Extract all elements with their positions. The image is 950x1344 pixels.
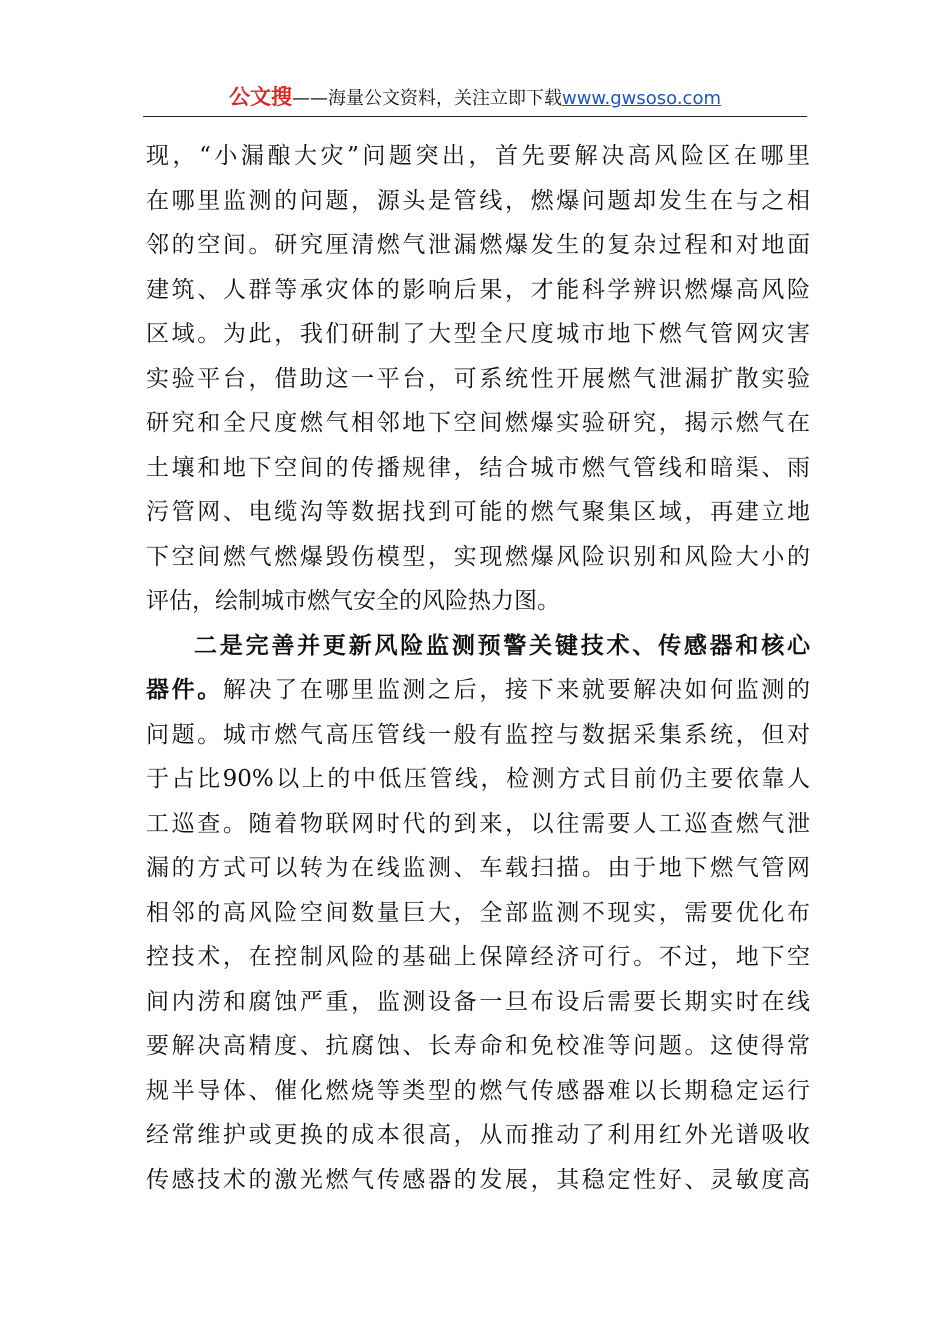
site-link[interactable]: www.gwsoso.com (561, 88, 721, 109)
page-header (143, 80, 807, 117)
text-line: 于占比90%以上的中低压管线，检测方式目前仍主要依靠人 (146, 766, 810, 792)
text-line: 经常维护或更换的成本很高，从而推动了利用红外光谱吸收 (146, 1122, 810, 1148)
paragraph-heading-end: 器件。 (146, 676, 223, 703)
text-line: 研究和全尺度燃气相邻地下空间燃爆实验研究，揭示燃气在 (146, 410, 810, 436)
text-span: 解决了在哪里监测之后，接下来就要解决如何监测的 (222, 677, 810, 703)
text-line: 控技术，在控制风险的基础上保障经济可行。不过，地下空 (146, 944, 810, 970)
text-line (146, 668, 810, 713)
text-line: 评估，绘制城市燃气安全的风险热力图。 (146, 588, 560, 614)
paragraph-heading: 二是完善并更新风险监测预警关键技术、传感器和核心 (194, 631, 810, 659)
text-line: 土壤和地下空间的传播规律，结合城市燃气管线和暗渠、雨 (146, 454, 810, 481)
text-line: 规半导体、催化燃烧等类型的燃气传感器难以长期稳定运行 (146, 1077, 810, 1104)
text-line: 污管网、电缆沟等数据找到可能的燃气聚集区域，再建立地 (146, 499, 810, 525)
text-line: 建筑、人群等承灾体的影响后果，才能科学辨识燃爆高风险 (146, 276, 810, 303)
brand-logo-text: 公文搜 (228, 85, 292, 109)
text-line: 下空间燃气燃爆毁伤模型，实现燃爆风险识别和风险大小的 (146, 543, 810, 570)
text-line: 要解决高精度、抗腐蚀、长寿命和免校准等问题。这使得常 (146, 1033, 810, 1059)
header-tagline: ——海量公文资料，关注立即下载 (291, 88, 562, 109)
text-line: 问题。城市燃气高压管线一般有监控与数据采集系统，但对 (146, 721, 810, 748)
text-line: 漏的方式可以转为在线监测、车载扫描。由于地下燃气管网 (146, 855, 810, 881)
text-line: 区域。为此，我们研制了大型全尺度城市地下燃气管网灾害 (146, 321, 810, 347)
text-line: 在哪里监测的问题，源头是管线，燃爆问题却发生在与之相 (146, 187, 810, 214)
text-line: 传感技术的激光燃气传感器的发展，其稳定性好、灵敏度高 (146, 1166, 810, 1193)
text-line: 邻的空间。研究厘清燃气泄漏燃爆发生的复杂过程和对地面 (146, 232, 810, 258)
text-line: 实验平台，借助这一平台，可系统性开展燃气泄漏扩散实验 (146, 365, 810, 392)
text-line: 间内涝和腐蚀严重，监测设备一旦布设后需要长期实时在线 (146, 988, 810, 1015)
text-line: 相邻的高风险空间数量巨大，全部监测不现实，需要优化布 (146, 899, 810, 926)
text-line: 现，“小漏酿大灾”问题突出，首先要解决高风险区在哪里 (146, 143, 810, 169)
document-body (146, 134, 810, 1202)
text-line: 工巡查。随着物联网时代的到来，以往需要人工巡查燃气泄 (146, 810, 810, 837)
